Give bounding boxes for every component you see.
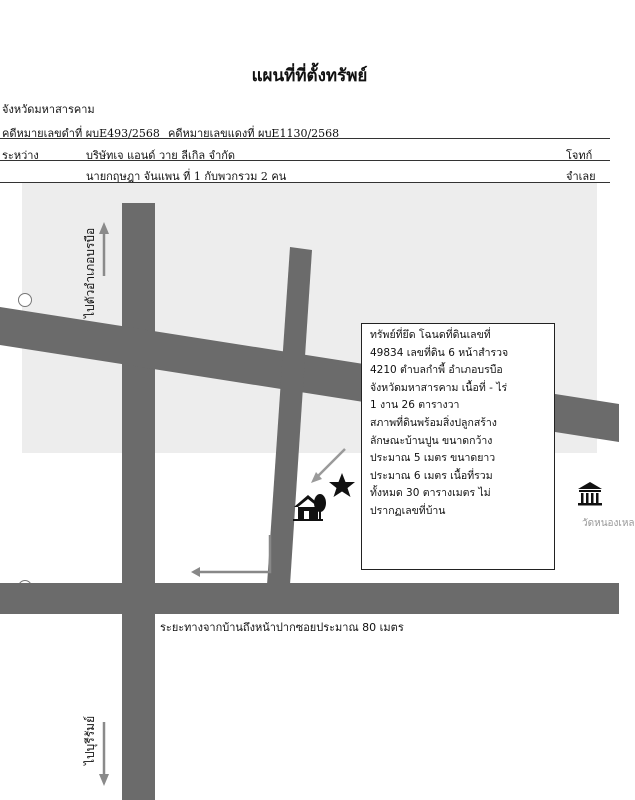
info-line: จังหวัดมหาสารคาม เนื้อที่ - ไร่: [370, 381, 508, 394]
case-black-number: คดีหมายเลขดำที่ ผบE493/2568: [2, 127, 160, 140]
property-info-box: [361, 323, 555, 570]
defendant-name: นายกฤษฎา จันแพน ที่ 1 กับพวกรวม 2 คน: [86, 170, 287, 183]
temple-icon: [578, 482, 602, 506]
province-label: จังหวัดมหาสารคาม: [2, 103, 95, 116]
road-north-label: ไปตัวอำเภอบรบือ: [83, 227, 97, 318]
case-red-number: คดีหมายเลขแดงที่ ผบE1130/2568: [168, 127, 340, 140]
page-title: แผนที่ที่ตั้งทรัพย์: [251, 66, 368, 86]
temple-label: วัดหนองเหล: [582, 518, 635, 529]
info-line: ปรากฏเลขที่บ้าน: [370, 504, 446, 517]
side-soi-road: [267, 247, 312, 585]
arrow-south: [99, 722, 109, 786]
defendant-role: จำเลย: [566, 170, 596, 183]
distance-caption: ระยะทางจากบ้านถึงหน้าปากซอยประมาณ 80 เมตร: [160, 621, 404, 634]
arrow-north: [99, 222, 109, 276]
info-line: 49834 เลขที่ดิน 6 หน้าสำรวจ: [370, 346, 509, 359]
info-line: ลักษณะบ้านปูน ขนาดกว้าง: [370, 434, 493, 447]
info-line: ประมาณ 5 เมตร ขนาดยาว: [370, 452, 496, 465]
between-label: ระหว่าง: [2, 149, 39, 162]
info-line: 1 งาน 26 ตารางวา: [370, 399, 460, 412]
info-line: ทรัพย์ที่ยึด โฉนดที่ดินเลขที่: [370, 329, 491, 341]
pointer-arrow: [311, 449, 345, 483]
star-icon: [329, 473, 355, 497]
info-line: ทั้งหมด 30 ตารางเมตร ไม่: [370, 487, 491, 500]
plaintiff-role: โจทก์: [566, 149, 593, 162]
route-arrow: [191, 535, 270, 577]
info-line: สภาพที่ดินพร้อมสิ่งปลูกสร้าง: [370, 416, 497, 429]
plaintiff-name: บริษัทเจ แอนด์ วาย ลีเกิล จำกัด: [86, 149, 236, 162]
road-south-label: ไปบุรีรัมย์: [83, 715, 97, 765]
info-line: 4210 ตำบลกำพี้ อำเภอบรบือ: [370, 364, 503, 377]
info-line: ประมาณ 6 เมตร เนื้อที่รวม: [370, 469, 493, 482]
